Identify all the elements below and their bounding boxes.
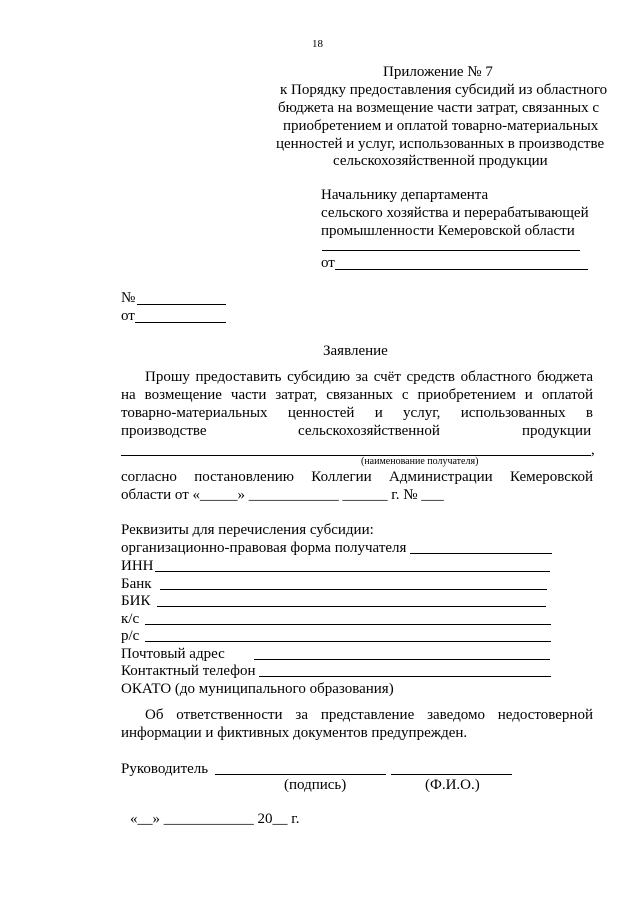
reg-date-line[interactable]: [135, 322, 226, 323]
appendix-title: Приложение № 7: [383, 64, 493, 80]
request-word: продукции: [522, 423, 592, 439]
addressee-line: Начальнику департамента: [321, 187, 489, 203]
responsibility-line: Об ответственности за представление заведомо недостоверной: [145, 707, 593, 723]
field-label-bank: Банк: [121, 576, 152, 592]
field-line-inn[interactable]: [155, 571, 550, 572]
field-line-corr-account[interactable]: [145, 624, 551, 625]
reg-date-label: от: [121, 308, 135, 324]
field-label-postal-address: Почтовый адрес: [121, 646, 225, 662]
appendix-line: бюджета на возмещение части затрат, связанных с: [278, 100, 600, 116]
field-label-legal-form: организационно-правовая форма получателя: [121, 540, 407, 556]
field-label-inn: ИНН: [121, 558, 154, 574]
head-label: Руководитель: [121, 761, 209, 777]
reg-number-label: №: [121, 290, 136, 306]
field-line-legal-form[interactable]: [410, 553, 552, 554]
request-line: Прошу предоставить субсидию за счёт средств областного бюджета: [145, 369, 593, 385]
page-number: 18: [312, 38, 323, 50]
full-name-caption: (Ф.И.О.): [425, 777, 480, 793]
field-line-account[interactable]: [145, 641, 551, 642]
field-label-corr-account: к/с: [121, 611, 140, 627]
requisites-title: Реквизиты для перечисления субсидии:: [121, 522, 374, 538]
addressee-line: сельского хозяйства и перерабатывающей: [321, 205, 589, 221]
recipient-name-line[interactable]: [121, 455, 591, 456]
reg-number-line[interactable]: [137, 304, 226, 305]
appendix-line: сельскохозяйственной продукции: [333, 153, 548, 169]
signature-caption: (подпись): [284, 777, 347, 793]
field-line-phone[interactable]: [259, 676, 551, 677]
field-line-postal-address[interactable]: [254, 659, 550, 660]
addressee-line: промышленности Кемеровской области: [321, 223, 575, 239]
responsibility-line: информации и фиктивных документов предупрежден.: [121, 725, 468, 741]
field-label-okato: ОКАТО (до муниципального образования): [121, 681, 394, 697]
field-label-account: р/с: [121, 628, 140, 644]
signature-date: «__» ____________ 20__ г.: [130, 811, 300, 827]
request-word: сельскохозяйственной: [298, 423, 440, 439]
field-line-bik[interactable]: [157, 606, 546, 607]
from-blank-line[interactable]: [335, 269, 588, 270]
request-line: согласно постановлению Коллегии Администрации Кемеровской: [121, 469, 593, 485]
appendix-line: к Порядку предоставления субсидий из областного: [280, 82, 608, 98]
appendix-line: ценностей и услуг, использованных в производстве: [276, 136, 605, 152]
document-heading: Заявление: [323, 343, 388, 359]
request-line: области от «_____» ____________ ______ г. № ___: [121, 487, 444, 503]
from-label: от: [321, 255, 335, 271]
recipient-caption: (наименование получателя): [361, 456, 479, 467]
field-label-bik: БИК: [121, 593, 151, 609]
full-name-line[interactable]: [391, 774, 512, 775]
request-line: товарно-материальных ценностей и услуг, использованных в: [121, 405, 593, 421]
addressee-blank-line[interactable]: [322, 250, 580, 251]
field-line-bank[interactable]: [160, 589, 547, 590]
request-line: на возмещение части затрат, связанных с приобретением и оплатой: [121, 387, 593, 403]
signature-line[interactable]: [215, 774, 386, 775]
request-word: производстве: [121, 423, 207, 439]
appendix-line: приобретением и оплатой товарно-материальных: [283, 118, 599, 134]
recipient-comma: ,: [591, 442, 595, 458]
field-label-phone: Контактный телефон: [121, 663, 256, 679]
